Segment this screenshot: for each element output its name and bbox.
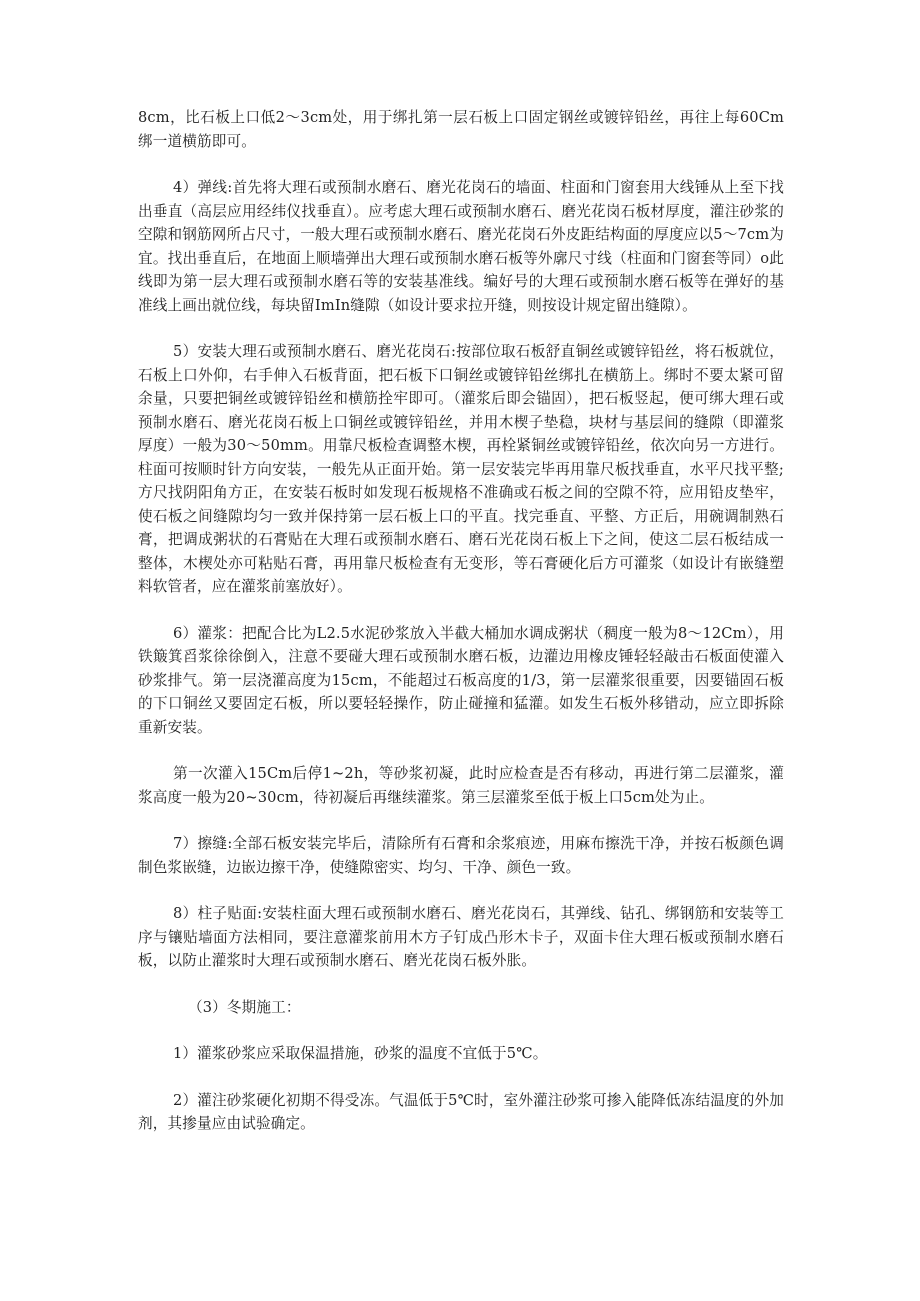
paragraph-step5-installation: 5）安装大理石或预制水磨石、磨光花岗石:按部位取石板舒直铜丝或镀锌铅丝，将石板就位，石板上口外仰，右手伸入石板背面，把石板下口铜丝或镀锌铅丝绑扎在横筋上。绑时不要太紧可留余量，只要把铜丝或镀锌铅丝和横筋拴牢即可。（灌浆后即会锚固），把石板竖起，便可绑大理石或预制水磨石、磨光花岗石板上口铜丝或镀锌铅丝，并用木楔子垫稳，块材与基层间的缝隙（即灌浆厚度）一般为30～50mm。用靠尺板检查调整木楔，再栓紧铜丝或镀锌铅丝，依次向另一方进行。柱面可按顺时针方向安装，一般先从正面开始。第一层安装完毕再用靠尺板找垂直，水平尺找平整;方尺找阴阳角方正，在安装石板时如发现石板规格不准确或石板之间的空隙不符，应用铅皮垫牢，使石板之间缝隙均匀一致并保持第一层石板上口的平直。找完垂直、平整、方正后，用碗调制熟石膏，把调成粥状的石膏贴在大理石或预制水磨石、磨石光花岗石板上下之间，使这二层石板结成一整体，木楔处亦可粘贴石膏，再用靠尺板检查有无变形，等石膏硬化后方可灌浆（如设计有嵌缝塑料软管者，应在灌浆前塞放好）。: [138, 343, 784, 595]
section-heading-winter-construction: （3）冬期施工：: [188, 998, 301, 1016]
paragraph-winter-item2: 2）灌注砂浆硬化初期不得受冻。气温低于5℃时，室外灌注砂浆可掺入能降低冻结温度的外加剂，其掺量应由试验确定。: [138, 1091, 784, 1132]
paragraph-step7-joint-wiping: 7）擦缝:全部石板安装完毕后，清除所有石膏和余浆痕迹，用麻布擦洗干净，并按石板颜色调制色浆嵌缝，边嵌边擦干净，使缝隙密实、均匀、干净、颜色一致。: [138, 835, 784, 876]
paragraph-step6-grouting: 6）灌浆：把配合比为L2.5水泥砂浆放入半截大桶加水调成粥状（稠度一般为8～12Cm），用铁簸箕舀浆徐徐倒入，注意不要碰大理石或预制水磨石板，边灌边用橡皮锤轻轻敲击石板面使灌入砂浆排气。第一层浇灌高度为15cm，不能超过石板高度的1/3，第一层灌浆很重要，因要锚固石板的下口铜丝又要固定石板，所以要轻轻操作，防止碰撞和猛灌。如发生石板外移错动，应立即拆除重新安装。: [138, 624, 784, 736]
paragraph-rebar-binding: 8cm，比石板上口低2～3cm处，用于绑扎第一层石板上口固定钢丝或镀锌铅丝，再往上每60Cm绑一道横筋即可。: [138, 109, 784, 150]
paragraph-grouting-sequence: 第一次灌入15Cm后停1~2h，等砂浆初凝，此时应检查是否有移动，再进行第二层灌浆，灌浆高度一般为20~30cm，待初凝后再继续灌浆。第三层灌浆至低于板上口5cm处为止。: [138, 765, 784, 806]
document-body: [138, 106, 784, 1159]
paragraph-winter-item1: 1）灌浆砂浆应采取保温措施，砂浆的温度不宜低于5℃。: [173, 1045, 548, 1062]
paragraph-step8-column-facing: 8）柱子贴面:安装柱面大理石或预制水磨石、磨光花岗石，其弹线、钻孔、绑钢筋和安装等工序与镶贴墙面方法相同，要注意灌浆前用木方子钉成凸形木卡子，双面卡住大理石板或预制水磨石板，以防止灌浆时大理石或预制水磨石、磨光花岗石板外胀。: [138, 905, 784, 969]
paragraph-step4-line-marking: 4）弹线:首先将大理石或预制水磨石、磨光花岗石的墙面、柱面和门窗套用大线锤从上至下找出垂直（高层应用经纬仪找垂直）。应考虑大理石或预制水磨石、磨光花岗石板材厚度，灌注砂浆的空隙和钢筋网所占尺寸，一般大理石或预制水磨石、磨光花岗石外皮距结构面的厚度应以5～7cm为宜。找出垂直后，在地面上顺墙弹出大理石或预制水磨石板等外廓尺寸线（柱面和门窗套等同）o此线即为第一层大理石或预制水磨石等的安装基准线。编好号的大理石或预制水磨石板等在弹好的基准线上画出就位线，每块留ImIn缝隙（如设计要求拉开缝，则按设计规定留出缝隙）。: [138, 179, 784, 314]
